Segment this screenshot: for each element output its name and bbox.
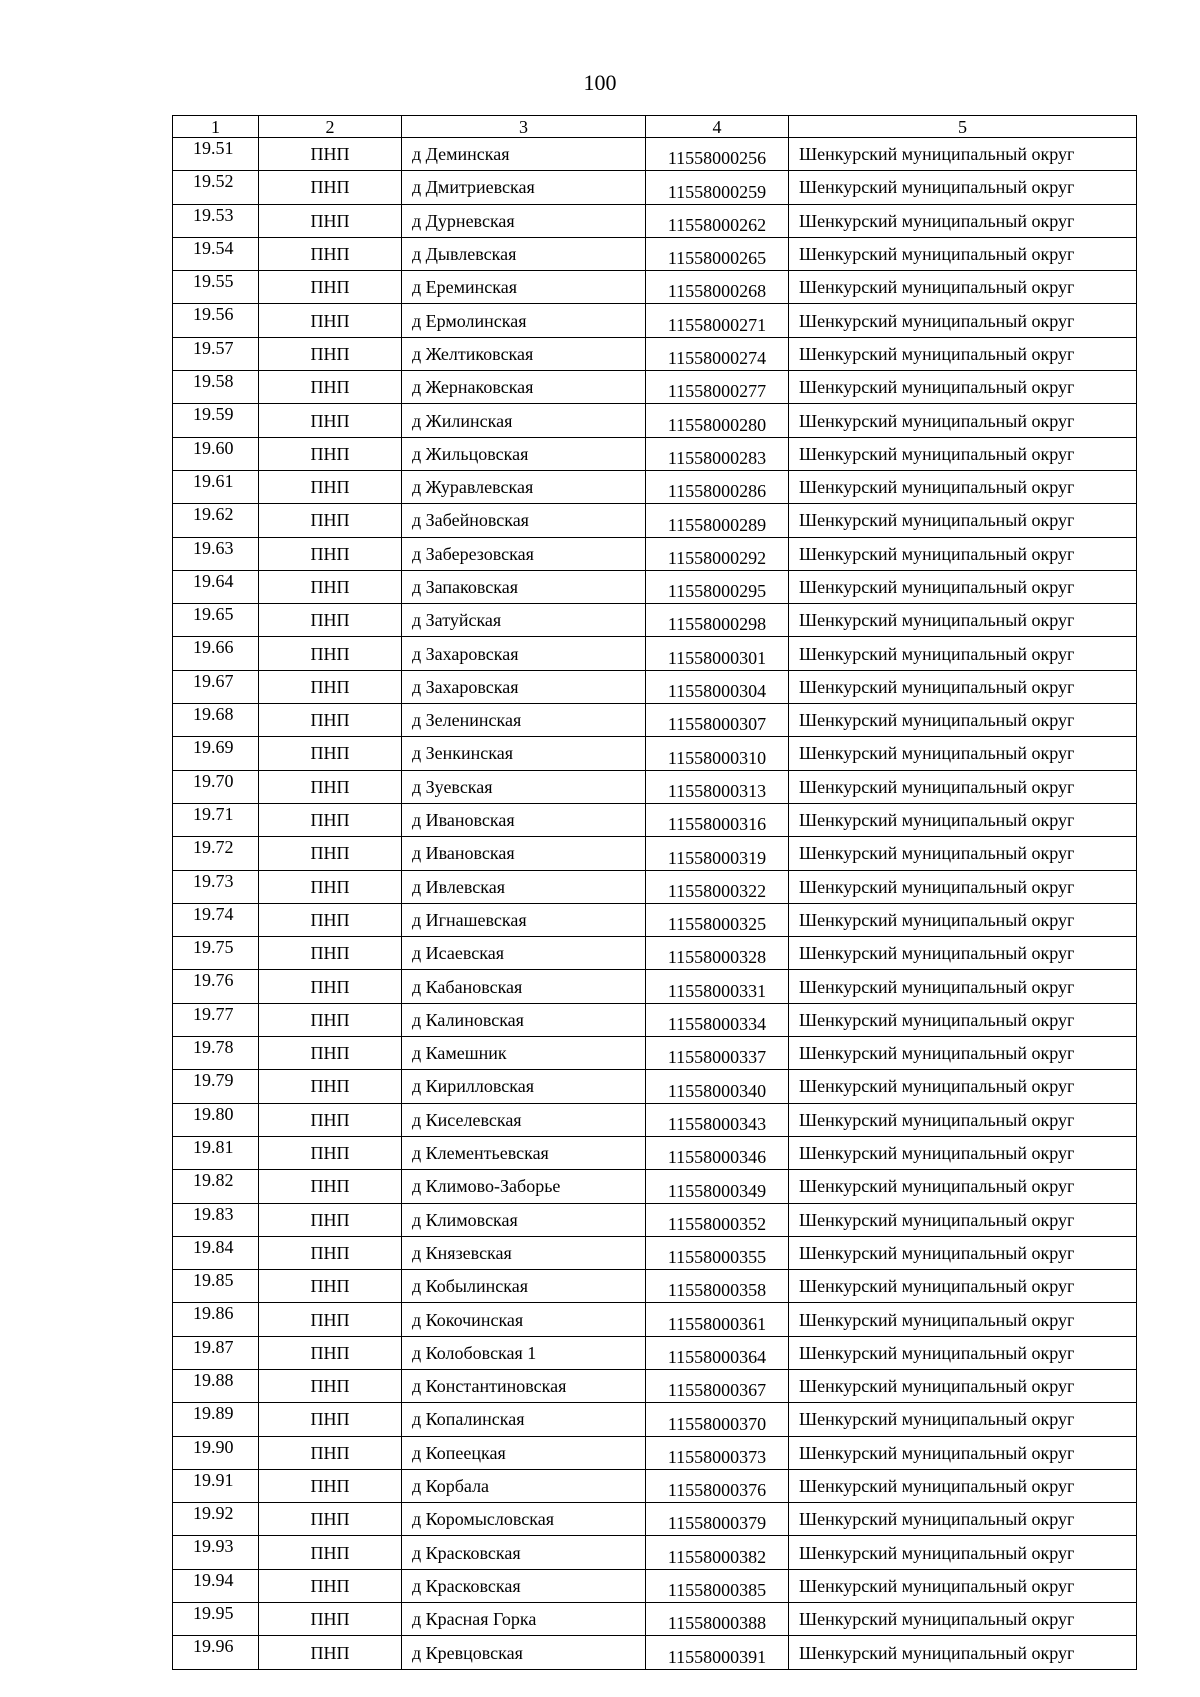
column-header: 1 [173, 116, 259, 138]
row-number-cell: 19.67 [173, 670, 259, 703]
district-cell: Шенкурский муниципальный округ [789, 404, 1137, 437]
table-row [173, 1236, 1137, 1269]
settlement-name-cell: д Заберезовская [402, 537, 646, 570]
table-row [173, 337, 1137, 370]
district-cell: Шенкурский муниципальный округ [789, 371, 1137, 404]
settlement-name-cell: д Исаевская [402, 937, 646, 970]
settlement-name-cell: д Копалинская [402, 1403, 646, 1436]
district-cell: Шенкурский муниципальный округ [789, 504, 1137, 537]
district-cell: Шенкурский муниципальный округ [789, 1569, 1137, 1602]
table-row [173, 371, 1137, 404]
code-cell: 11558000292 [646, 537, 789, 570]
type-cell: ПНП [259, 1270, 402, 1303]
column-header: 4 [646, 116, 789, 138]
code-cell: 11558000274 [646, 337, 789, 370]
district-cell: Шенкурский муниципальный округ [789, 1636, 1137, 1669]
row-number-cell: 19.65 [173, 604, 259, 637]
code-cell: 11558000304 [646, 670, 789, 703]
code-cell: 11558000355 [646, 1236, 789, 1269]
table-header-row [173, 116, 1137, 138]
district-cell: Шенкурский муниципальный округ [789, 1270, 1137, 1303]
settlement-name-cell: д Зеленинская [402, 704, 646, 737]
row-number-cell: 19.60 [173, 437, 259, 470]
type-cell: ПНП [259, 1037, 402, 1070]
settlement-name-cell: д Желтиковская [402, 337, 646, 370]
row-number-cell: 19.91 [173, 1469, 259, 1502]
type-cell: ПНП [259, 404, 402, 437]
table-row [173, 1403, 1137, 1436]
type-cell: ПНП [259, 1536, 402, 1569]
settlement-name-cell: д Коромысловская [402, 1503, 646, 1536]
type-cell: ПНП [259, 1436, 402, 1469]
code-cell: 11558000265 [646, 237, 789, 270]
table-row [173, 1503, 1137, 1536]
settlement-name-cell: д Князевская [402, 1236, 646, 1269]
table-row [173, 1037, 1137, 1070]
row-number-cell: 19.62 [173, 504, 259, 537]
settlement-name-cell: д Ивановская [402, 803, 646, 836]
table-row [173, 1636, 1137, 1669]
table-row [173, 770, 1137, 803]
row-number-cell: 19.61 [173, 470, 259, 503]
district-cell: Шенкурский муниципальный округ [789, 470, 1137, 503]
code-cell: 11558000343 [646, 1103, 789, 1136]
type-cell: ПНП [259, 670, 402, 703]
settlement-name-cell: д Затуйская [402, 604, 646, 637]
settlement-name-cell: д Кабановская [402, 970, 646, 1003]
column-header: 3 [402, 116, 646, 138]
column-header: 2 [259, 116, 402, 138]
code-cell: 11558000337 [646, 1037, 789, 1070]
table-row [173, 1469, 1137, 1502]
row-number-cell: 19.87 [173, 1336, 259, 1369]
settlement-name-cell: д Ермолинская [402, 304, 646, 337]
code-cell: 11558000391 [646, 1636, 789, 1669]
settlement-name-cell: д Захаровская [402, 670, 646, 703]
settlement-name-cell: д Корбала [402, 1469, 646, 1502]
row-number-cell: 19.58 [173, 371, 259, 404]
type-cell: ПНП [259, 903, 402, 936]
table-row [173, 138, 1137, 171]
data-table [172, 115, 1137, 1670]
type-cell: ПНП [259, 1503, 402, 1536]
code-cell: 11558000313 [646, 770, 789, 803]
type-cell: ПНП [259, 737, 402, 770]
row-number-cell: 19.57 [173, 337, 259, 370]
table-row [173, 1569, 1137, 1602]
table-row [173, 837, 1137, 870]
type-cell: ПНП [259, 970, 402, 1003]
type-cell: ПНП [259, 570, 402, 603]
code-cell: 11558000322 [646, 870, 789, 903]
row-number-cell: 19.54 [173, 237, 259, 270]
district-cell: Шенкурский муниципальный округ [789, 1003, 1137, 1036]
settlement-name-cell: д Кобылинская [402, 1270, 646, 1303]
row-number-cell: 19.51 [173, 138, 259, 171]
type-cell: ПНП [259, 704, 402, 737]
district-cell: Шенкурский муниципальный округ [789, 704, 1137, 737]
code-cell: 11558000268 [646, 271, 789, 304]
settlement-name-cell: д Константиновская [402, 1369, 646, 1402]
settlement-name-cell: д Ереминская [402, 271, 646, 304]
row-number-cell: 19.75 [173, 937, 259, 970]
table-row [173, 1103, 1137, 1136]
district-cell: Шенкурский муниципальный округ [789, 870, 1137, 903]
code-cell: 11558000307 [646, 704, 789, 737]
district-cell: Шенкурский муниципальный округ [789, 1203, 1137, 1236]
code-cell: 11558000259 [646, 171, 789, 204]
row-number-cell: 19.85 [173, 1270, 259, 1303]
row-number-cell: 19.64 [173, 570, 259, 603]
code-cell: 11558000388 [646, 1603, 789, 1636]
district-cell: Шенкурский муниципальный округ [789, 1236, 1137, 1269]
code-cell: 11558000277 [646, 371, 789, 404]
row-number-cell: 19.84 [173, 1236, 259, 1269]
settlement-name-cell: д Ивлевская [402, 870, 646, 903]
type-cell: ПНП [259, 437, 402, 470]
type-cell: ПНП [259, 204, 402, 237]
table-row [173, 437, 1137, 470]
settlement-name-cell: д Деминская [402, 138, 646, 171]
type-cell: ПНП [259, 1303, 402, 1336]
settlement-name-cell: д Ивановская [402, 837, 646, 870]
district-cell: Шенкурский муниципальный округ [789, 970, 1137, 1003]
table-row [173, 470, 1137, 503]
district-cell: Шенкурский муниципальный округ [789, 1603, 1137, 1636]
settlement-name-cell: д Колобовская 1 [402, 1336, 646, 1369]
settlement-name-cell: д Захаровская [402, 637, 646, 670]
district-cell: Шенкурский муниципальный округ [789, 570, 1137, 603]
row-number-cell: 19.88 [173, 1369, 259, 1402]
table-row [173, 1369, 1137, 1402]
settlement-name-cell: д Кревцовская [402, 1636, 646, 1669]
district-cell: Шенкурский муниципальный округ [789, 1369, 1137, 1402]
table-row [173, 171, 1137, 204]
row-number-cell: 19.74 [173, 903, 259, 936]
row-number-cell: 19.69 [173, 737, 259, 770]
table-row [173, 1536, 1137, 1569]
row-number-cell: 19.81 [173, 1136, 259, 1169]
row-number-cell: 19.72 [173, 837, 259, 870]
type-cell: ПНП [259, 304, 402, 337]
table-row [173, 1303, 1137, 1336]
district-cell: Шенкурский муниципальный округ [789, 1469, 1137, 1502]
district-cell: Шенкурский муниципальный округ [789, 337, 1137, 370]
type-cell: ПНП [259, 371, 402, 404]
type-cell: ПНП [259, 1236, 402, 1269]
code-cell: 11558000298 [646, 604, 789, 637]
table-row [173, 1270, 1137, 1303]
code-cell: 11558000346 [646, 1136, 789, 1169]
table-row [173, 1003, 1137, 1036]
code-cell: 11558000385 [646, 1569, 789, 1602]
district-cell: Шенкурский муниципальный округ [789, 1403, 1137, 1436]
table-row [173, 504, 1137, 537]
district-cell: Шенкурский муниципальный округ [789, 903, 1137, 936]
code-cell: 11558000340 [646, 1070, 789, 1103]
settlement-name-cell: д Камешник [402, 1037, 646, 1070]
code-cell: 11558000310 [646, 737, 789, 770]
row-number-cell: 19.66 [173, 637, 259, 670]
code-cell: 11558000358 [646, 1270, 789, 1303]
table-row [173, 204, 1137, 237]
district-cell: Шенкурский муниципальный округ [789, 737, 1137, 770]
district-cell: Шенкурский муниципальный округ [789, 271, 1137, 304]
row-number-cell: 19.79 [173, 1070, 259, 1103]
district-cell: Шенкурский муниципальный округ [789, 803, 1137, 836]
code-cell: 11558000286 [646, 470, 789, 503]
row-number-cell: 19.94 [173, 1569, 259, 1602]
type-cell: ПНП [259, 1569, 402, 1602]
table-row [173, 970, 1137, 1003]
row-number-cell: 19.82 [173, 1170, 259, 1203]
settlement-name-cell: д Жильцовская [402, 437, 646, 470]
district-cell: Шенкурский муниципальный округ [789, 937, 1137, 970]
table-row [173, 1203, 1137, 1236]
code-cell: 11558000382 [646, 1536, 789, 1569]
table-row [173, 1336, 1137, 1369]
district-cell: Шенкурский муниципальный округ [789, 1503, 1137, 1536]
code-cell: 11558000349 [646, 1170, 789, 1203]
settlement-name-cell: д Красковская [402, 1536, 646, 1569]
type-cell: ПНП [259, 1603, 402, 1636]
type-cell: ПНП [259, 1070, 402, 1103]
table-row [173, 537, 1137, 570]
type-cell: ПНП [259, 1136, 402, 1169]
district-cell: Шенкурский муниципальный округ [789, 204, 1137, 237]
table-row [173, 570, 1137, 603]
type-cell: ПНП [259, 537, 402, 570]
settlement-name-cell: д Климово-Заборье [402, 1170, 646, 1203]
table-row [173, 271, 1137, 304]
type-cell: ПНП [259, 604, 402, 637]
settlement-name-cell: д Журавлевская [402, 470, 646, 503]
table-body [173, 138, 1137, 1670]
code-cell: 11558000289 [646, 504, 789, 537]
district-cell: Шенкурский муниципальный округ [789, 604, 1137, 637]
type-cell: ПНП [259, 138, 402, 171]
settlement-name-cell: д Кокочинская [402, 1303, 646, 1336]
district-cell: Шенкурский муниципальный округ [789, 171, 1137, 204]
row-number-cell: 19.76 [173, 970, 259, 1003]
row-number-cell: 19.71 [173, 803, 259, 836]
row-number-cell: 19.68 [173, 704, 259, 737]
row-number-cell: 19.73 [173, 870, 259, 903]
type-cell: ПНП [259, 803, 402, 836]
row-number-cell: 19.89 [173, 1403, 259, 1436]
row-number-cell: 19.78 [173, 1037, 259, 1070]
code-cell: 11558000280 [646, 404, 789, 437]
code-cell: 11558000295 [646, 570, 789, 603]
table-row [173, 870, 1137, 903]
row-number-cell: 19.90 [173, 1436, 259, 1469]
code-cell: 11558000379 [646, 1503, 789, 1536]
type-cell: ПНП [259, 504, 402, 537]
row-number-cell: 19.83 [173, 1203, 259, 1236]
code-cell: 11558000271 [646, 304, 789, 337]
settlement-name-cell: д Забейновская [402, 504, 646, 537]
settlement-name-cell: д Копеецкая [402, 1436, 646, 1469]
code-cell: 11558000364 [646, 1336, 789, 1369]
type-cell: ПНП [259, 1403, 402, 1436]
settlement-name-cell: д Дмитриевская [402, 171, 646, 204]
table-row [173, 637, 1137, 670]
table-row [173, 404, 1137, 437]
district-cell: Шенкурский муниципальный округ [789, 1536, 1137, 1569]
table-row [173, 903, 1137, 936]
type-cell: ПНП [259, 171, 402, 204]
table-row [173, 1170, 1137, 1203]
settlement-name-cell: д Зенкинская [402, 737, 646, 770]
settlement-name-cell: д Красная Горка [402, 1603, 646, 1636]
settlement-name-cell: д Киселевская [402, 1103, 646, 1136]
district-cell: Шенкурский муниципальный округ [789, 670, 1137, 703]
code-cell: 11558000283 [646, 437, 789, 470]
code-cell: 11558000376 [646, 1469, 789, 1502]
table-row [173, 670, 1137, 703]
row-number-cell: 19.53 [173, 204, 259, 237]
settlement-name-cell: д Жернаковская [402, 371, 646, 404]
code-cell: 11558000334 [646, 1003, 789, 1036]
settlement-name-cell: д Запаковская [402, 570, 646, 603]
code-cell: 11558000352 [646, 1203, 789, 1236]
code-cell: 11558000361 [646, 1303, 789, 1336]
table-row [173, 737, 1137, 770]
table-row [173, 704, 1137, 737]
type-cell: ПНП [259, 837, 402, 870]
table-row [173, 604, 1137, 637]
table-row [173, 803, 1137, 836]
district-cell: Шенкурский муниципальный округ [789, 537, 1137, 570]
row-number-cell: 19.56 [173, 304, 259, 337]
type-cell: ПНП [259, 1469, 402, 1502]
code-cell: 11558000328 [646, 937, 789, 970]
code-cell: 11558000370 [646, 1403, 789, 1436]
table-row [173, 1603, 1137, 1636]
code-cell: 11558000373 [646, 1436, 789, 1469]
district-cell: Шенкурский муниципальный округ [789, 1070, 1137, 1103]
district-cell: Шенкурский муниципальный округ [789, 304, 1137, 337]
district-cell: Шенкурский муниципальный округ [789, 637, 1137, 670]
district-cell: Шенкурский муниципальный округ [789, 437, 1137, 470]
type-cell: ПНП [259, 1636, 402, 1669]
code-cell: 11558000331 [646, 970, 789, 1003]
type-cell: ПНП [259, 637, 402, 670]
table-row [173, 1070, 1137, 1103]
type-cell: ПНП [259, 237, 402, 270]
row-number-cell: 19.92 [173, 1503, 259, 1536]
type-cell: ПНП [259, 337, 402, 370]
type-cell: ПНП [259, 1336, 402, 1369]
table-row [173, 237, 1137, 270]
district-cell: Шенкурский муниципальный округ [789, 770, 1137, 803]
type-cell: ПНП [259, 470, 402, 503]
settlement-name-cell: д Красковская [402, 1569, 646, 1602]
district-cell: Шенкурский муниципальный округ [789, 1336, 1137, 1369]
district-cell: Шенкурский муниципальный округ [789, 138, 1137, 171]
row-number-cell: 19.96 [173, 1636, 259, 1669]
row-number-cell: 19.95 [173, 1603, 259, 1636]
district-cell: Шенкурский муниципальный округ [789, 1170, 1137, 1203]
table-row [173, 1136, 1137, 1169]
code-cell: 11558000262 [646, 204, 789, 237]
type-cell: ПНП [259, 1203, 402, 1236]
row-number-cell: 19.52 [173, 171, 259, 204]
row-number-cell: 19.80 [173, 1103, 259, 1136]
settlement-name-cell: д Климовская [402, 1203, 646, 1236]
code-cell: 11558000256 [646, 138, 789, 171]
settlement-name-cell: д Клементьевская [402, 1136, 646, 1169]
row-number-cell: 19.93 [173, 1536, 259, 1569]
district-cell: Шенкурский муниципальный округ [789, 237, 1137, 270]
type-cell: ПНП [259, 770, 402, 803]
settlement-name-cell: д Зуевская [402, 770, 646, 803]
district-cell: Шенкурский муниципальный округ [789, 1303, 1137, 1336]
code-cell: 11558000319 [646, 837, 789, 870]
page-number: 100 [583, 70, 617, 95]
district-cell: Шенкурский муниципальный округ [789, 1436, 1137, 1469]
district-cell: Шенкурский муниципальный округ [789, 837, 1137, 870]
row-number-cell: 19.55 [173, 271, 259, 304]
settlement-name-cell: д Игнашевская [402, 903, 646, 936]
type-cell: ПНП [259, 1369, 402, 1402]
table-row [173, 937, 1137, 970]
settlement-name-cell: д Жилинская [402, 404, 646, 437]
district-cell: Шенкурский муниципальный округ [789, 1103, 1137, 1136]
row-number-cell: 19.77 [173, 1003, 259, 1036]
settlement-name-cell: д Дурневская [402, 204, 646, 237]
district-cell: Шенкурский муниципальный округ [789, 1037, 1137, 1070]
row-number-cell: 19.59 [173, 404, 259, 437]
code-cell: 11558000301 [646, 637, 789, 670]
type-cell: ПНП [259, 870, 402, 903]
code-cell: 11558000325 [646, 903, 789, 936]
type-cell: ПНП [259, 937, 402, 970]
row-number-cell: 19.63 [173, 537, 259, 570]
district-cell: Шенкурский муниципальный округ [789, 1136, 1137, 1169]
type-cell: ПНП [259, 1170, 402, 1203]
settlement-name-cell: д Кирилловская [402, 1070, 646, 1103]
type-cell: ПНП [259, 271, 402, 304]
table-row [173, 304, 1137, 337]
code-cell: 11558000367 [646, 1369, 789, 1402]
column-header: 5 [789, 116, 1137, 138]
table-row [173, 1436, 1137, 1469]
row-number-cell: 19.70 [173, 770, 259, 803]
code-cell: 11558000316 [646, 803, 789, 836]
type-cell: ПНП [259, 1103, 402, 1136]
type-cell: ПНП [259, 1003, 402, 1036]
settlement-name-cell: д Калиновская [402, 1003, 646, 1036]
settlement-name-cell: д Дывлевская [402, 237, 646, 270]
row-number-cell: 19.86 [173, 1303, 259, 1336]
